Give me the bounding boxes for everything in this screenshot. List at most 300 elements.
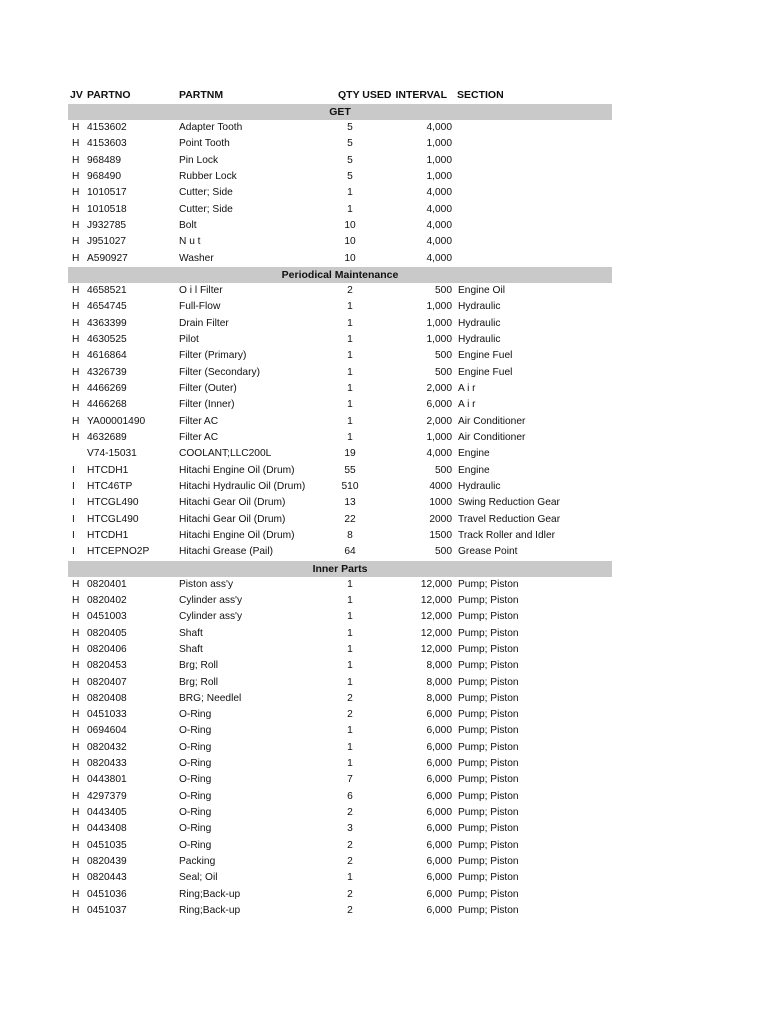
- cell-interval: 6,000: [426, 888, 452, 900]
- cell-interval: 1,000: [426, 317, 452, 329]
- cell-section: Pump; Piston: [458, 660, 519, 672]
- cell-interval: 6,000: [426, 839, 452, 851]
- cell-qty: 1: [347, 415, 353, 427]
- cell-section: Pump; Piston: [458, 594, 519, 606]
- cell-jv: H: [72, 154, 80, 166]
- cell-partnm: Full-Flow: [179, 301, 221, 313]
- table-row: [68, 544, 612, 560]
- cell-jv: H: [72, 594, 80, 606]
- cell-partnm: BRG; Needlel: [179, 692, 242, 704]
- cell-section: Pump; Piston: [458, 790, 519, 802]
- cell-interval: 500: [435, 464, 452, 476]
- cell-interval: 4000: [429, 480, 452, 492]
- table-row: [68, 642, 612, 658]
- table-row: [68, 772, 612, 788]
- cell-section: Engine Oil: [458, 284, 506, 296]
- cell-partnm: Adapter Tooth: [179, 122, 243, 133]
- cell-section: A i r: [458, 382, 476, 394]
- cell-partno: HTCEPNO2P: [87, 546, 150, 558]
- cell-section: Pump; Piston: [458, 823, 519, 835]
- cell-section: Hydraulic: [458, 317, 501, 329]
- cell-section: Pump; Piston: [458, 611, 519, 623]
- table-row: [68, 463, 612, 479]
- table-row: [68, 202, 612, 218]
- cell-qty: 1: [347, 350, 353, 362]
- cell-jv: H: [72, 790, 80, 802]
- cell-partno: 968489: [87, 154, 121, 166]
- cell-interval: 8,000: [426, 692, 452, 704]
- cell-partnm: O-Ring: [179, 709, 212, 721]
- table-row: [68, 740, 612, 756]
- cell-partnm: Cylinder ass'y: [179, 611, 243, 623]
- table-row: [68, 658, 612, 674]
- cell-partno: 0443405: [87, 807, 127, 819]
- cell-qty: 10: [344, 236, 356, 248]
- cell-section: Grease Point: [458, 546, 518, 558]
- cell-interval: 1,000: [426, 333, 452, 345]
- cell-partno: 0820443: [87, 872, 127, 884]
- cell-interval: 4,000: [426, 203, 452, 215]
- cell-section: Engine Fuel: [458, 350, 513, 362]
- table-row: [68, 870, 612, 886]
- cell-partnm: Piston ass'y: [179, 578, 234, 590]
- cell-qty: 13: [344, 497, 356, 509]
- cell-section: Pump; Piston: [458, 741, 519, 753]
- section-header: GET: [68, 104, 612, 120]
- cell-partnm: O-Ring: [179, 839, 212, 851]
- cell-section: Engine Fuel: [458, 366, 513, 378]
- cell-jv: I: [72, 513, 75, 525]
- cell-qty: 64: [344, 546, 356, 558]
- table-row: [68, 136, 612, 152]
- cell-jv: H: [72, 643, 80, 655]
- cell-qty: 1: [347, 643, 353, 655]
- cell-section: Pump; Piston: [458, 758, 519, 770]
- cell-partno: J932785: [87, 219, 127, 231]
- cell-section: Pump; Piston: [458, 676, 519, 688]
- cell-interval: 1,000: [426, 138, 452, 150]
- cell-jv: H: [72, 284, 80, 296]
- cell-partno: HTC46TP: [87, 480, 133, 492]
- cell-jv: H: [72, 692, 80, 704]
- cell-partno: 4654745: [87, 301, 127, 313]
- cell-partno: 4616864: [87, 350, 127, 362]
- cell-interval: 6,000: [426, 790, 452, 802]
- cell-partno: 4153602: [87, 122, 127, 133]
- cell-partno: 4466268: [87, 399, 127, 411]
- cell-partno: J951027: [87, 236, 127, 248]
- cell-partnm: Rubber Lock: [179, 170, 237, 182]
- cell-partno: 0820433: [87, 758, 127, 770]
- table-row: [68, 593, 612, 609]
- cell-section: A i r: [458, 399, 476, 411]
- cell-section: Pump; Piston: [458, 578, 519, 590]
- cell-partnm: Brg; Roll: [179, 660, 219, 672]
- cell-qty: 2: [347, 856, 353, 868]
- cell-section: Pump; Piston: [458, 888, 519, 900]
- cell-partnm: Bolt: [179, 219, 197, 231]
- cell-jv: H: [72, 709, 80, 721]
- cell-partnm: Hitachi Gear Oil (Drum): [179, 497, 286, 509]
- cell-partnm: Pin Lock: [179, 154, 219, 166]
- cell-qty: 1: [347, 676, 353, 688]
- cell-qty: 7: [347, 774, 353, 786]
- table-row: [68, 381, 612, 397]
- table-row: [68, 414, 612, 430]
- cell-jv: I: [72, 546, 75, 558]
- cell-partno: 4363399: [87, 317, 127, 329]
- cell-jv: H: [72, 203, 80, 215]
- cell-interval: 2000: [429, 513, 452, 525]
- col-header-partno: PARTNO: [87, 89, 131, 101]
- cell-partnm: Hitachi Gear Oil (Drum): [179, 513, 286, 525]
- cell-qty: 2: [347, 888, 353, 900]
- table-row: [68, 153, 612, 169]
- cell-qty: 1: [347, 399, 353, 411]
- cell-interval: 12,000: [420, 611, 452, 623]
- cell-partno: 0820401: [87, 578, 127, 590]
- cell-qty: 5: [347, 122, 353, 133]
- cell-partno: 0443801: [87, 774, 127, 786]
- cell-jv: I: [72, 464, 75, 476]
- cell-interval: 12,000: [420, 594, 452, 606]
- cell-interval: 2,000: [426, 415, 452, 427]
- cell-partnm: Filter (Secondary): [179, 366, 260, 378]
- table-row: [68, 251, 612, 267]
- cell-partnm: Cutter; Side: [179, 187, 233, 199]
- cell-qty: 19: [344, 448, 356, 460]
- cell-qty: 3: [347, 823, 353, 835]
- cell-partno: 1010518: [87, 203, 127, 215]
- cell-section: Air Conditioner: [458, 415, 526, 427]
- cell-partno: 0451033: [87, 709, 127, 721]
- cell-section: Engine: [458, 448, 490, 460]
- cell-interval: 6,000: [426, 774, 452, 786]
- table-row: [68, 120, 612, 136]
- cell-partno: 4630525: [87, 333, 127, 345]
- cell-qty: 1: [347, 301, 353, 313]
- cell-jv: H: [72, 350, 80, 362]
- cell-qty: 2: [347, 905, 353, 917]
- cell-jv: H: [72, 807, 80, 819]
- cell-partno: 4297379: [87, 790, 127, 802]
- cell-section: Pump; Piston: [458, 905, 519, 917]
- cell-interval: 4,000: [426, 187, 452, 199]
- cell-partno: 968490: [87, 170, 121, 182]
- cell-partnm: Shaft: [179, 627, 203, 639]
- cell-partnm: Pilot: [179, 333, 199, 345]
- cell-qty: 1: [347, 203, 353, 215]
- cell-jv: H: [72, 301, 80, 313]
- table-row: [68, 756, 612, 772]
- table-row: [68, 495, 612, 511]
- cell-qty: 1: [347, 366, 353, 378]
- cell-interval: 6,000: [426, 399, 452, 411]
- cell-qty: 1: [347, 382, 353, 394]
- cell-partnm: Filter AC: [179, 431, 219, 443]
- cell-jv: H: [72, 774, 80, 786]
- cell-interval: 500: [435, 366, 452, 378]
- cell-interval: 6,000: [426, 741, 452, 753]
- cell-section: Hydraulic: [458, 301, 501, 313]
- cell-partnm: Shaft: [179, 643, 203, 655]
- cell-qty: 1: [347, 627, 353, 639]
- cell-partno: 0820405: [87, 627, 127, 639]
- cell-interval: 6,000: [426, 725, 452, 737]
- cell-partno: 0451036: [87, 888, 127, 900]
- cell-partno: 0451035: [87, 839, 127, 851]
- cell-section: Hydraulic: [458, 480, 501, 492]
- cell-jv: H: [72, 823, 80, 835]
- cell-jv: H: [72, 611, 80, 623]
- cell-partnm: Ring;Back-up: [179, 905, 241, 917]
- table-body: [68, 104, 612, 919]
- cell-partnm: Packing: [179, 856, 216, 868]
- cell-partno: HTCDH1: [87, 529, 129, 541]
- cell-jv: H: [72, 725, 80, 737]
- cell-partno: HTCGL490: [87, 497, 139, 509]
- cell-jv: H: [72, 399, 80, 411]
- cell-partno: V74-15031: [87, 448, 137, 460]
- table-row: [68, 479, 612, 495]
- cell-partno: YA00001490: [87, 415, 146, 427]
- cell-qty: 1: [347, 333, 353, 345]
- cell-partnm: O-Ring: [179, 725, 212, 737]
- col-header-section: SECTION: [457, 89, 504, 101]
- table-row: [68, 365, 612, 381]
- cell-partno: 4153603: [87, 138, 127, 150]
- col-header-qty: QTY USED: [338, 89, 392, 101]
- col-header-jv: JV: [70, 89, 83, 101]
- cell-jv: H: [72, 333, 80, 345]
- cell-section: Pump; Piston: [458, 774, 519, 786]
- cell-jv: H: [72, 122, 80, 133]
- table-row: [68, 528, 612, 544]
- cell-section: Pump; Piston: [458, 872, 519, 884]
- cell-partnm: Seal; Oil: [179, 872, 218, 884]
- cell-interval: 6,000: [426, 872, 452, 884]
- cell-partnm: Drain Filter: [179, 317, 229, 329]
- table-row: [68, 854, 612, 870]
- cell-partnm: Hitachi Engine Oil (Drum): [179, 464, 295, 476]
- cell-interval: 6,000: [426, 807, 452, 819]
- table-row: [68, 234, 612, 250]
- cell-partno: HTCGL490: [87, 513, 139, 525]
- cell-interval: 6,000: [426, 758, 452, 770]
- cell-qty: 2: [347, 807, 353, 819]
- table-row: [68, 821, 612, 837]
- cell-interval: 4,000: [426, 236, 452, 248]
- cell-partno: 0820439: [87, 856, 127, 868]
- cell-interval: 12,000: [420, 578, 452, 590]
- cell-jv: H: [72, 219, 80, 231]
- cell-partnm: O-Ring: [179, 790, 212, 802]
- cell-section: Swing Reduction Gear: [458, 497, 560, 509]
- cell-qty: 2: [347, 709, 353, 721]
- cell-jv: H: [72, 317, 80, 329]
- cell-partnm: O i l Filter: [179, 284, 223, 296]
- cell-partnm: N u t: [179, 236, 201, 248]
- table-row: [68, 707, 612, 723]
- cell-qty: 1: [347, 317, 353, 329]
- cell-partnm: Cylinder ass'y: [179, 594, 243, 606]
- cell-partno: 0451003: [87, 611, 127, 623]
- cell-jv: H: [72, 839, 80, 851]
- cell-qty: 510: [341, 480, 359, 492]
- cell-interval: 12,000: [420, 627, 452, 639]
- table-row: [68, 332, 612, 348]
- cell-partno: 4466269: [87, 382, 127, 394]
- table-row: [68, 838, 612, 854]
- cell-interval: 500: [435, 284, 452, 296]
- cell-jv: H: [72, 741, 80, 753]
- cell-interval: 6,000: [426, 856, 452, 868]
- cell-partnm: Hitachi Grease (Pail): [179, 546, 273, 558]
- cell-partnm: Filter (Outer): [179, 382, 237, 394]
- cell-jv: I: [72, 497, 75, 509]
- cell-partnm: Point Tooth: [179, 138, 230, 150]
- cell-jv: H: [72, 660, 80, 672]
- cell-qty: 1: [347, 741, 353, 753]
- table-row: [68, 218, 612, 234]
- cell-partno: 0694604: [87, 725, 127, 737]
- cell-interval: 1000: [429, 497, 452, 509]
- cell-interval: 6,000: [426, 823, 452, 835]
- cell-section: Engine: [458, 464, 490, 476]
- cell-interval: 1,000: [426, 431, 452, 443]
- cell-partnm: Filter (Primary): [179, 350, 247, 362]
- cell-partnm: O-Ring: [179, 774, 212, 786]
- col-header-partnm: PARTNM: [179, 89, 224, 101]
- cell-qty: 6: [347, 790, 353, 802]
- cell-qty: 1: [347, 872, 353, 884]
- table-row: [68, 397, 612, 413]
- cell-qty: 55: [344, 464, 356, 476]
- cell-qty: 22: [344, 513, 356, 525]
- cell-interval: 6,000: [426, 905, 452, 917]
- cell-qty: 2: [347, 692, 353, 704]
- table-row: [68, 316, 612, 332]
- table-row: [68, 609, 612, 625]
- cell-partno: 0820453: [87, 660, 127, 672]
- cell-partnm: O-Ring: [179, 741, 212, 753]
- section-header: Inner Parts: [68, 561, 612, 577]
- cell-qty: 1: [347, 187, 353, 199]
- cell-jv: H: [72, 415, 80, 427]
- section-header: Periodical Maintenance: [68, 267, 612, 283]
- cell-qty: 1: [347, 660, 353, 672]
- cell-partno: 0820402: [87, 594, 127, 606]
- cell-partno: A590927: [87, 252, 128, 264]
- table-row: [68, 789, 612, 805]
- cell-partno: 0820408: [87, 692, 127, 704]
- table-row: [68, 903, 612, 919]
- cell-qty: 2: [347, 839, 353, 851]
- cell-interval: 12,000: [420, 643, 452, 655]
- cell-interval: 1,000: [426, 154, 452, 166]
- cell-jv: H: [72, 236, 80, 248]
- cell-qty: 5: [347, 154, 353, 166]
- cell-partno: 4658521: [87, 284, 127, 296]
- cell-qty: 1: [347, 431, 353, 443]
- table-header: [68, 87, 612, 104]
- cell-partnm: Filter (Inner): [179, 399, 235, 411]
- cell-jv: H: [72, 888, 80, 900]
- cell-section: Pump; Piston: [458, 839, 519, 851]
- cell-section: Pump; Piston: [458, 627, 519, 639]
- cell-interval: 4,000: [426, 122, 452, 133]
- table-row: [68, 430, 612, 446]
- table-row: [68, 512, 612, 528]
- cell-partno: 0451037: [87, 905, 127, 917]
- cell-section: Pump; Piston: [458, 725, 519, 737]
- cell-jv: H: [72, 758, 80, 770]
- cell-interval: 1,000: [426, 170, 452, 182]
- cell-partno: HTCDH1: [87, 464, 129, 476]
- cell-partno: 4632689: [87, 431, 127, 443]
- cell-partnm: O-Ring: [179, 807, 212, 819]
- cell-section: Pump; Piston: [458, 643, 519, 655]
- table-row: [68, 577, 612, 593]
- cell-jv: H: [72, 578, 80, 590]
- cell-jv: H: [72, 856, 80, 868]
- cell-partnm: Hitachi Engine Oil (Drum): [179, 529, 295, 541]
- cell-section: Pump; Piston: [458, 692, 519, 704]
- cell-qty: 1: [347, 578, 353, 590]
- cell-jv: H: [72, 252, 80, 264]
- table-row: [68, 185, 612, 201]
- cell-qty: 5: [347, 170, 353, 182]
- cell-jv: H: [72, 170, 80, 182]
- cell-qty: 1: [347, 611, 353, 623]
- cell-jv: H: [72, 382, 80, 394]
- cell-section: Travel Reduction Gear: [458, 513, 561, 525]
- cell-qty: 8: [347, 529, 353, 541]
- cell-jv: H: [72, 366, 80, 378]
- cell-jv: H: [72, 905, 80, 917]
- cell-jv: H: [72, 627, 80, 639]
- cell-partno: 1010517: [87, 187, 127, 199]
- cell-partnm: Hitachi Hydraulic Oil (Drum): [179, 480, 306, 492]
- cell-jv: I: [72, 480, 75, 492]
- cell-qty: 1: [347, 725, 353, 737]
- table-row: [68, 691, 612, 707]
- table-row: [68, 446, 612, 462]
- cell-jv: H: [72, 872, 80, 884]
- cell-section: Pump; Piston: [458, 856, 519, 868]
- table-row: [68, 675, 612, 691]
- cell-partnm: Ring;Back-up: [179, 888, 241, 900]
- cell-interval: 1500: [429, 529, 452, 541]
- cell-qty: 1: [347, 758, 353, 770]
- cell-section: Pump; Piston: [458, 807, 519, 819]
- cell-partnm: Filter AC: [179, 415, 219, 427]
- table-row: [68, 348, 612, 364]
- table-row: [68, 887, 612, 903]
- table-row: [68, 299, 612, 315]
- cell-jv: H: [72, 431, 80, 443]
- cell-partnm: COOLANT;LLC200L: [179, 448, 272, 460]
- cell-partnm: Cutter; Side: [179, 203, 233, 215]
- table-row: [68, 723, 612, 739]
- cell-interval: 6,000: [426, 709, 452, 721]
- cell-qty: 10: [344, 219, 356, 231]
- cell-partnm: Washer: [179, 252, 214, 264]
- cell-section: Pump; Piston: [458, 709, 519, 721]
- table-row: [68, 169, 612, 185]
- cell-qty: 5: [347, 138, 353, 150]
- parts-table: [68, 87, 612, 919]
